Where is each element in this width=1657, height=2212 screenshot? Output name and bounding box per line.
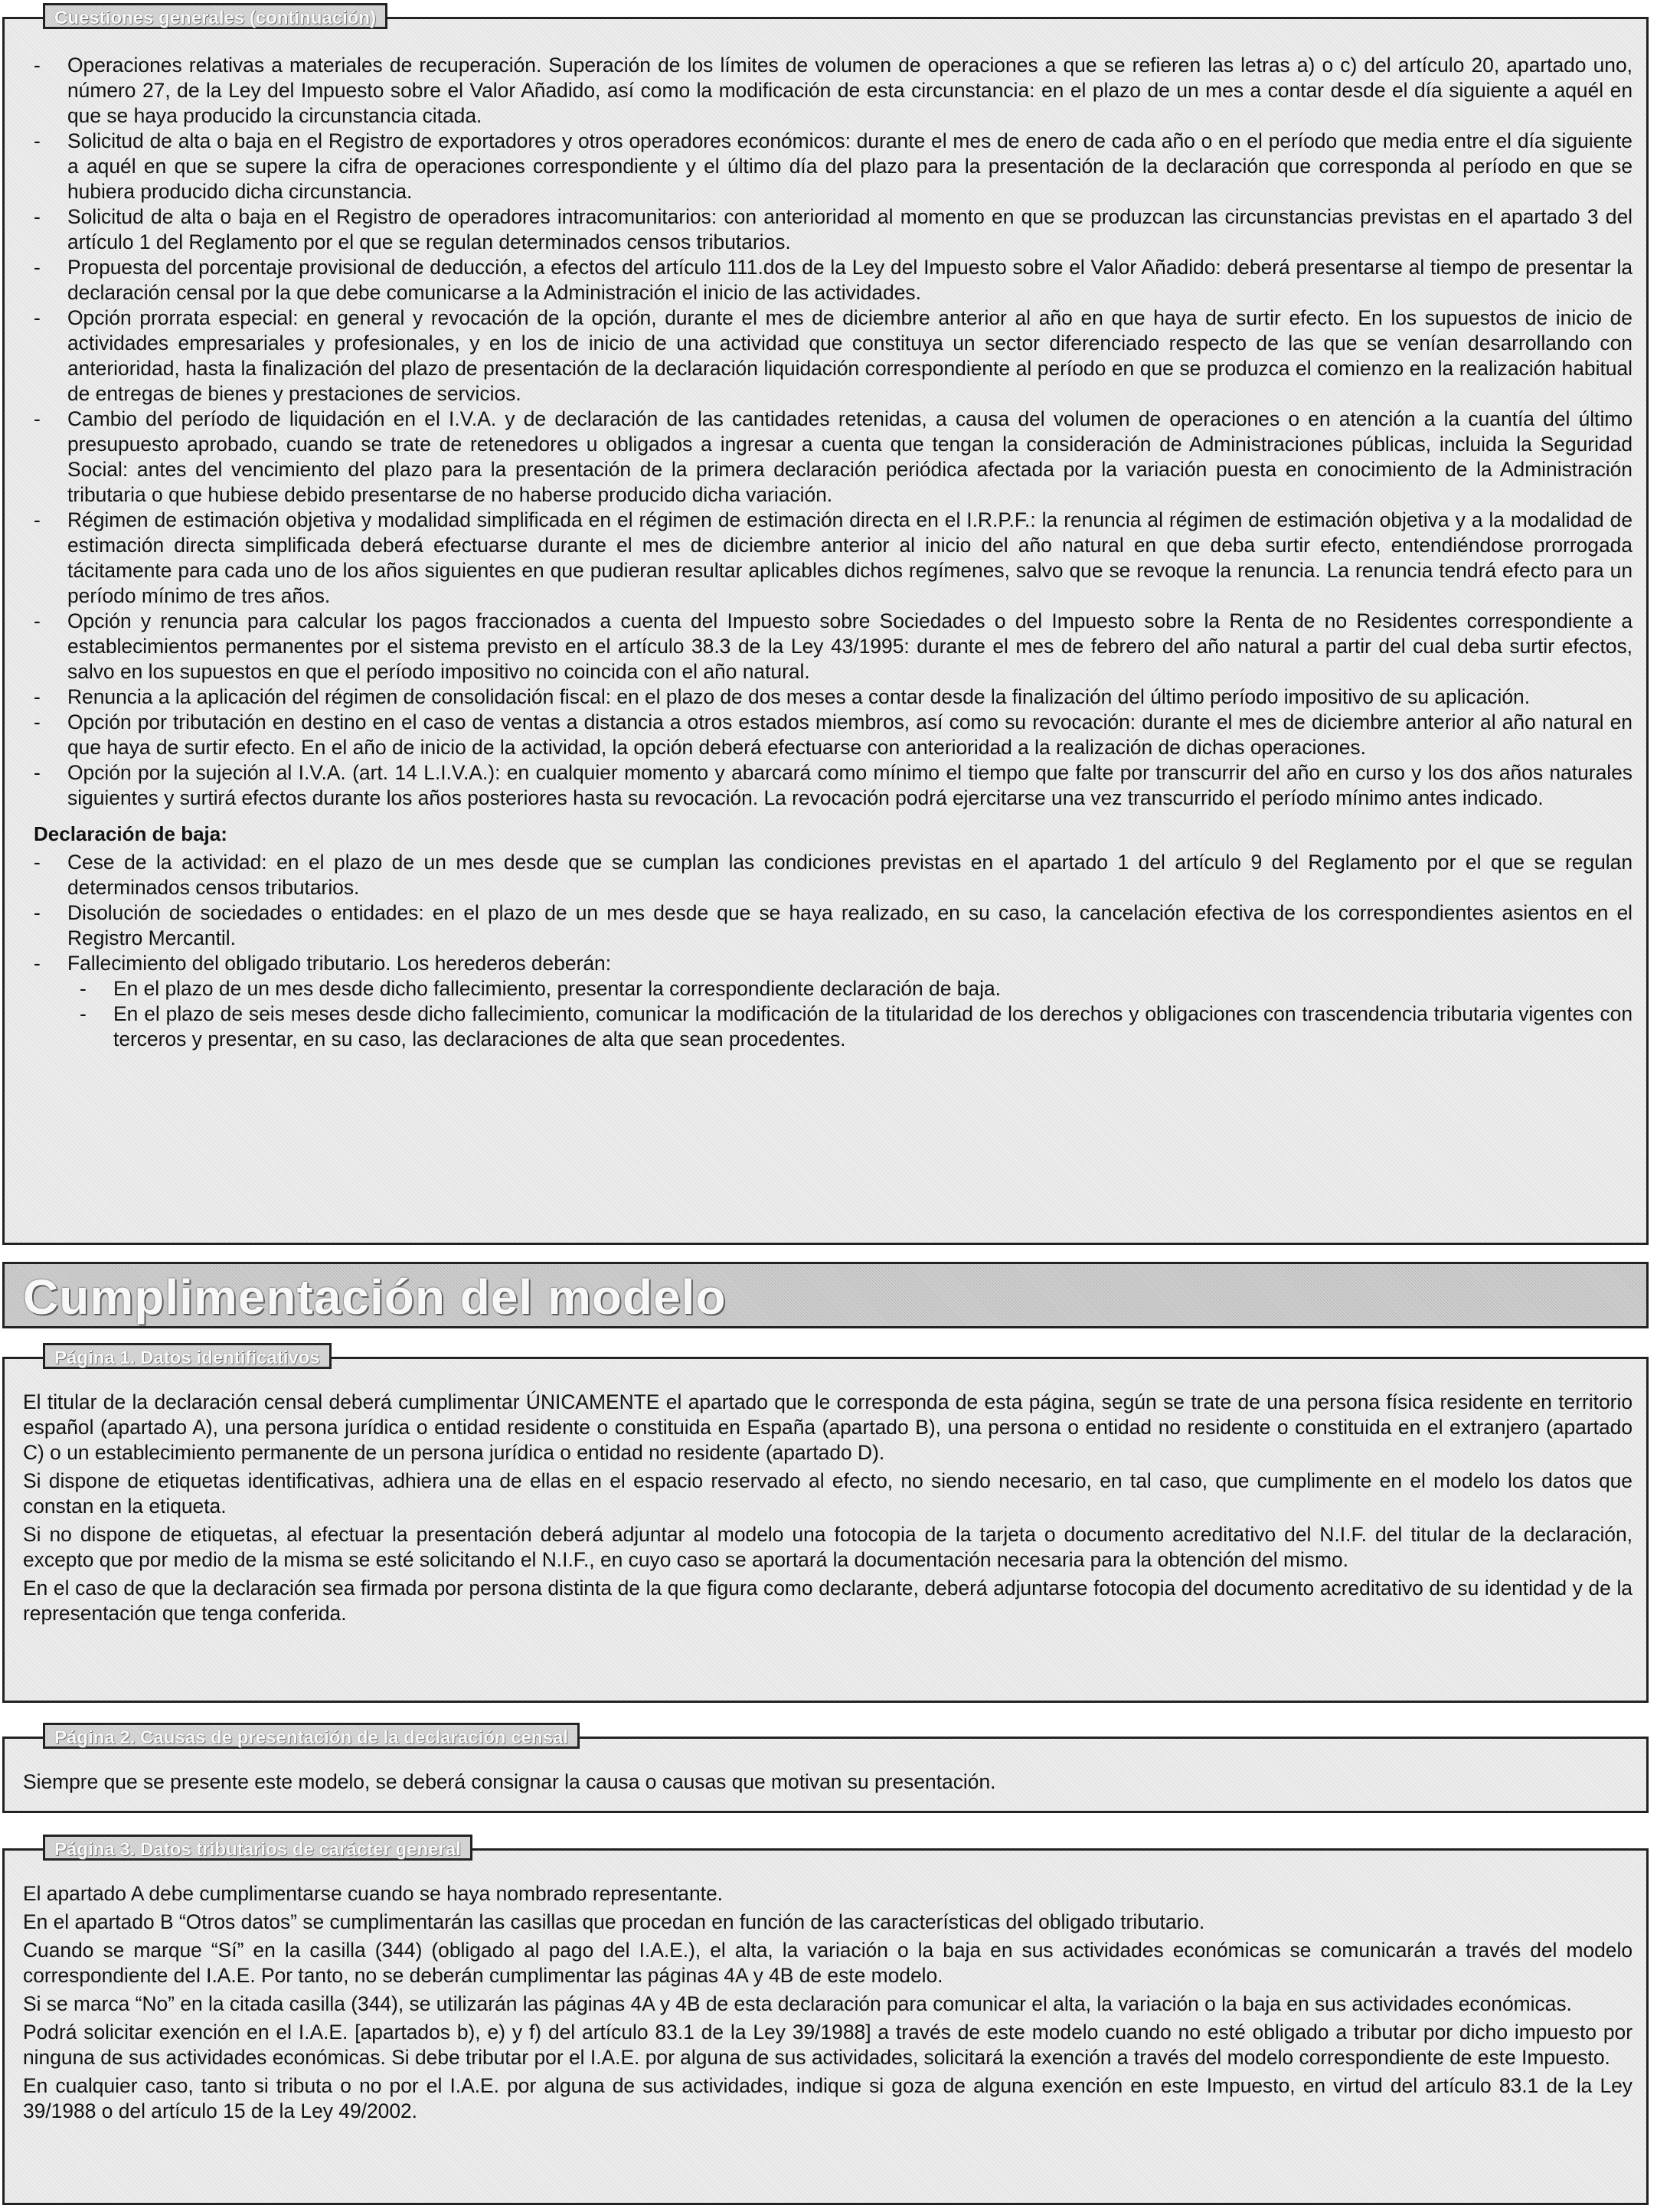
page2-content [23,1769,1632,1798]
general-issues-box [2,17,1649,1245]
paragraph: Si se marca “No” en la citada casilla (344), se utilizarán las páginas 4A y 4B de esta declaración para comunicar el alta, la variación o la baja en sus actividades económicas. [23,1992,1572,2015]
paragraph: El titular de la declaración censal deberá cumplimentar ÚNICAMENTE el apartado que le corresponda de esta página, según se trate de una persona física residente en territorio español (apartado A), una persona jurídica o entidad residente o constituida en España (apartado B), una persona o entidad no residente o constituida en el extranjero (apartado C) o un establecimiento permanente de un persona jurídica o entidad no residente (apartado D). [23,1390,1632,1464]
general-issues-content [23,53,1632,1052]
list-item: - Disolución de sociedades o entidades: en el plazo de un mes desde que se haya realizado, en su caso, la cancelación efectiva de los correspondientes asientos en el Registro Mercantil. [23,900,1632,951]
general-issues-list [23,53,1632,811]
list-item-text: Fallecimiento del obligado tributario. Los herederos deberán: [67,952,612,975]
baja-heading: Declaración de baja: [34,822,227,845]
page3-box [2,1848,1649,2205]
page1-content [23,1390,1632,1629]
list-item: - Opción por la sujeción al I.V.A. (art. 14 L.I.V.A.): en cualquier momento y abarcará como mínimo el tiempo que falte por transcurrir del año en curso y los dos años naturales siguientes y surtirá efectos durante los años posteriores hasta su revocación. La revocación podrá ejercitarse una vez transcurrido el período mínimo antes indicado. [23,760,1632,811]
paragraph: Podrá solicitar exención en el I.A.E. [apartados b), e) y f) del artículo 83.1 de la Ley 39/1988] a través de este modelo cuando no esté obligado a tributar por dicho impuesto por ninguna de sus actividades económicas. Si debe tributar por el I.A.E. por alguna de sus actividades, solicitará la exención a través del modelo correspondiente de este Impuesto. [23,2021,1632,2069]
section-banner [2,1262,1649,1328]
paragraph: En cualquier caso, tanto si tributa o no por el I.A.E. por alguna de sus actividades, indique si goza de alguna exención en este Impuesto, en virtud del artículo 83.1 de la Ley 39/1988 o del artículo 15 de la Ley 49/2002. [23,2074,1632,2122]
list-item: - En el plazo de seis meses desde dicho fallecimiento, comunicar la modificación de la titularidad de los derechos y obligaciones con trascendencia tributaria vigentes con terceros y presentar, en su caso, las declaraciones de alta que sean procedentes. [67,1001,1632,1052]
paragraph: En el caso de que la declaración sea firmada por persona distinta de la que figura como declarante, deberá adjuntarse fotocopia del documento acreditativo de su identidad y de la representación que tenga conferida. [23,1576,1632,1625]
list-item: - En el plazo de un mes desde dicho fallecimiento, presentar la correspondiente declaración de baja. [67,976,1632,1001]
paragraph: El apartado A debe cumplimentarse cuando se haya nombrado representante. [23,1882,724,1905]
list-item: - Solicitud de alta o baja en el Registro de exportadores y otros operadores económicos: durante el mes de enero de cada año o en el período que media entre el día siguiente a aquél en que se supere la cifra de operaciones correspondiente y el último día del plazo para la presentación de la declaración que corresponda al período en que se hubiera producido dicha circunstancia. [23,129,1632,204]
baja-sublist [67,976,1632,1052]
baja-list [23,850,1632,1052]
list-item: - Cese de la actividad: en el plazo de un mes desde que se cumplan las condiciones previstas en el apartado 1 del artículo 9 del Reglamento por el que se regulan determinados censos tributarios. [23,850,1632,900]
banner-title: Cumplimentación del modelo [23,1269,727,1325]
list-item: - Opción prorrata especial: en general y revocación de la opción, durante el mes de diciembre anterior al año en que haya de surtir efecto. En los supuestos de inicio de actividades empresariales y profesionales, y en los de inicio de una actividad que constituya un sector diferenciado respecto de las que se venían desarrollando con anterioridad, hasta la finalización del plazo de presentación de la declaración liquidación correspondiente al período en que se produzca el comienzo en la realización habitual de entregas de bienes y prestaciones de servicios. [23,305,1632,407]
section-tab-general-issues: Cuestiones generales (continuación) [43,3,387,29]
list-item: - Opción y renuncia para calcular los pagos fraccionados a cuenta del Impuesto sobre Sociedades o del Impuesto sobre la Renta de no Residentes correspondiente a establecimientos permanentes por el sistema previsto en el artículo 38.3 de la Ley 43/1995: durante el mes de febrero del año natural a partir del cual deba surtir efectos, salvo en los supuestos en que el período impositivo no coincida con el año natural. [23,609,1632,685]
paragraph: Cuando se marque “Sí” en la casilla (344) (obligado al pago del I.A.E.), el alta, la variación o la baja en sus actividades económicas se comunicarán a través del modelo correspondiente del I.A.E. Por tanto, no se deberán cumplimentar las páginas 4A y 4B de este modelo. [23,1939,1632,1987]
page1-box [2,1357,1649,1703]
list-item: - Operaciones relativas a materiales de recuperación. Superación de los límites de volumen de operaciones a que se refieren las letras a) o c) del artículo 20, apartado uno, número 27, de la Ley del Impuesto sobre el Valor Añadido, así como la modificación de esta circunstancia: en el plazo de un mes a contar desde el día siguiente a aquél en que se haya producido la circunstancia citada. [23,53,1632,129]
section-tab-page3: Página 3. Datos tributarios de carácter general [43,1835,472,1861]
list-item: - Propuesta del porcentaje provisional de deducción, a efectos del artículo 111.dos de la Ley del Impuesto sobre el Valor Añadido: deberá presentarse al tiempo de presentar la declaración censal por la que debe comunicarse a la Administración el inicio de las actividades. [23,255,1632,305]
paragraph: En el apartado B “Otros datos” se cumplimentarán las casillas que procedan en función de las características del obligado tributario. [23,1910,1205,1933]
list-item: - Renuncia a la aplicación del régimen de consolidación fiscal: en el plazo de dos meses a contar desde la finalización del último período impositivo de su aplicación. [23,685,1632,710]
paragraph: Si no dispone de etiquetas, al efectuar la presentación deberá adjuntar al modelo una fotocopia de la tarjeta o documento acreditativo del N.I.F. del titular de la declaración, excepto que por medio de la misma se esté solicitando el N.I.F., en cuyo caso se aportará la documentación necesaria para la obtención del mismo. [23,1523,1632,1571]
section-tab-page1: Página 1. Datos identificativos [43,1343,332,1369]
list-item: - Cambio del período de liquidación en el I.V.A. y de declaración de las cantidades retenidas, a causa del volumen de operaciones o en atención a la cuantía del último presupuesto aprobado, cuando se trate de retenedores u obligados a ingresar a cuenta que tengan la consideración de Administraciones públicas, incluida la Seguridad Social: antes del vencimiento del plazo para la presentación de la primera declaración periódica afectada por la variación puesta en conocimiento de la Administración tributaria o que hubiese debido presentarse de no haberse producido dicha variación. [23,407,1632,508]
list-item: - Solicitud de alta o baja en el Registro de operadores intracomunitarios: con anterioridad al momento en que se produzcan las circunstancias previstas en el apartado 3 del artículo 1 del Reglamento por el que se regulan determinados censos tributarios. [23,204,1632,255]
list-item: - Opción por tributación en destino en el caso de ventas a distancia a otros estados miembros, así como su revocación: durante el mes de diciembre anterior al año natural en que haya de surtir efecto. En el año de inicio de la actividad, la opción deberá efectuarse con anterioridad a la realización de dichas operaciones. [23,710,1632,760]
paragraph: Siempre que se presente este modelo, se deberá consignar la causa o causas que motivan su presentación. [23,1770,996,1793]
list-item: - Régimen de estimación objetiva y modalidad simplificada en el régimen de estimación directa en el I.R.P.F.: la renuncia al régimen de estimación objetiva y a la modalidad de estimación directa simplificada deberá efectuarse durante el mes de diciembre anterior al inicio del año natural en que deba surtir efecto, entendiéndose prorrogada tácitamente para cada uno de los años siguientes en que pudieran resultar aplicables dichos regímenes, salvo que se revoque la renuncia. La renuncia tendrá efecto para un período mínimo de tres años. [23,508,1632,609]
section-tab-page2: Página 2. Causas de presentación de la declaración censal [43,1723,580,1749]
paragraph: Si dispone de etiquetas identificativas, adhiera una de ellas en el espacio reservado al efecto, no siendo necesario, en tal caso, que cumplimente en el modelo los datos que constan en la etiqueta. [23,1469,1632,1518]
page3-content [23,1881,1632,2127]
list-item [23,951,1632,1052]
